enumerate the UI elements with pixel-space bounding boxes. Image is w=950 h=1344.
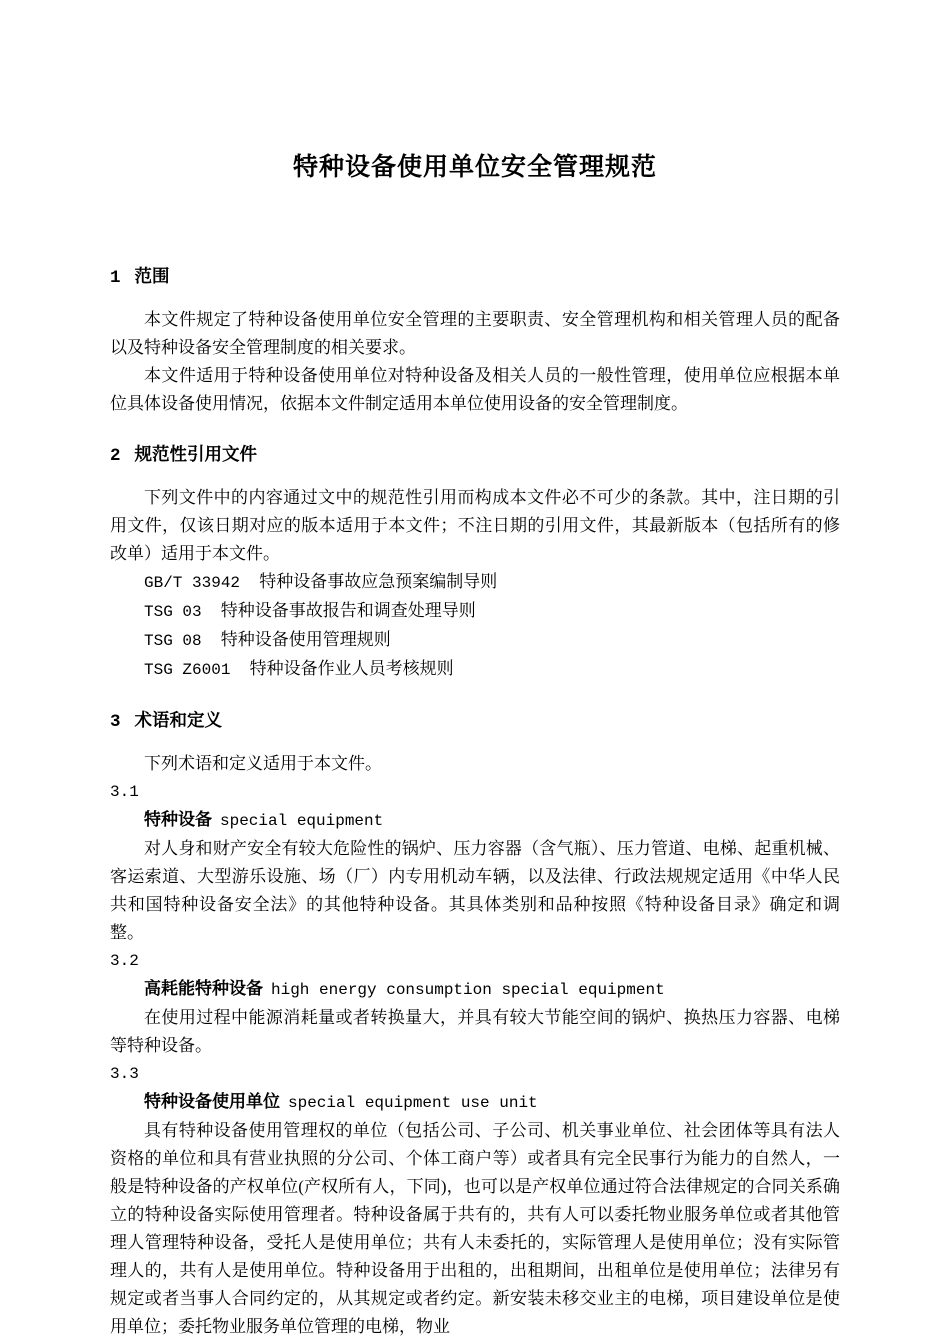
reference-code: TSG 03 bbox=[144, 603, 202, 621]
section-2-title: 规范性引用文件 bbox=[134, 444, 258, 464]
reference-code: TSG 08 bbox=[144, 632, 202, 650]
term-en: special equipment use unit bbox=[288, 1094, 538, 1112]
section-1-paragraph-2: 本文件适用于特种设备使用单位对特种设备及相关人员的一般性管理，使用单位应根据本单位具体设备使用情况，依据本文件制定适用本单位使用设备的安全管理制度。 bbox=[110, 366, 840, 413]
section-1-paragraph-1: 本文件规定了特种设备使用单位安全管理的主要职责、安全管理机构和相关管理人员的配备以及特种设备安全管理制度的相关要求。 bbox=[110, 310, 840, 357]
term-definition-3-2: 在使用过程中能源消耗量或者转换量大，并具有较大节能空间的锅炉、换热压力容器、电梯等特种设备。 bbox=[110, 1008, 840, 1055]
clause-number-3-2: 3.2 bbox=[110, 952, 139, 970]
reference-item bbox=[110, 597, 840, 626]
reference-title: 特种设备使用管理规则 bbox=[220, 630, 391, 649]
section-1-heading bbox=[110, 264, 840, 290]
term-zh: 特种设备使用单位 bbox=[144, 1092, 280, 1111]
section-3-number: 3 bbox=[110, 712, 121, 732]
term-heading-3-2 bbox=[110, 975, 840, 1004]
reference-item bbox=[110, 655, 840, 684]
section-2-number: 2 bbox=[110, 446, 121, 466]
reference-title: 特种设备事故报告和调查处理导则 bbox=[220, 601, 476, 620]
term-zh: 高耗能特种设备 bbox=[144, 979, 263, 998]
term-heading-3-1 bbox=[110, 806, 840, 835]
term-en: special equipment bbox=[220, 812, 384, 830]
term-en: high energy consumption special equipment bbox=[271, 981, 665, 999]
clause-number-3-3: 3.3 bbox=[110, 1065, 139, 1083]
reference-code: TSG Z6001 bbox=[144, 661, 231, 679]
section-3-intro-paragraph: 下列术语和定义适用于本文件。 bbox=[144, 754, 382, 773]
term-definition-3-3: 具有特种设备使用管理权的单位（包括公司、子公司、机关事业单位、社会团体等具有法人资格的单位和具有营业执照的分公司、个体工商户等）或者具有完全民事行为能力的自然人，一般是特种设备的产权单位(产权所有人，下同)，也可以是产权单位通过符合法律规定的合同关系确立的特种设备实际使用管理者。特种设备属于共有的，共有人可以委托物业服务单位或者其他管理人管理特种设备，受托人是使用单位；共有人未委托的，实际管理人是使用单位；没有实际管理人的，共有人是使用单位。特种设备用于出租的，出租期间，出租单位是使用单位；法律另有规定或者当事人合同约定的，从其规定或者约定。新安装未移交业主的电梯，项目建设单位是使用单位；委托物业服务单位管理的电梯，物业 bbox=[110, 1121, 840, 1336]
term-definition-3-1: 对人身和财产安全有较大危险性的锅炉、压力容器（含气瓶）、压力管道、电梯、起重机械、客运索道、大型游乐设施、场（厂）内专用机动车辆，以及法律、行政法规规定适用《中华人民共和国特种设备安全法》的其他特种设备。其具体类别和品种按照《特种设备目录》确定和调整。 bbox=[110, 839, 840, 942]
clause-number-3-1: 3.1 bbox=[110, 783, 139, 801]
section-1-number: 1 bbox=[110, 268, 121, 288]
term-heading-3-3 bbox=[110, 1088, 840, 1117]
term-zh: 特种设备 bbox=[144, 810, 212, 829]
reference-code: GB/T 33942 bbox=[144, 574, 241, 592]
reference-item bbox=[110, 568, 840, 597]
section-2-intro-paragraph: 下列文件中的内容通过文中的规范性引用而构成本文件必不可少的条款。其中，注日期的引用文件，仅该日期对应的版本适用于本文件；不注日期的引用文件，其最新版本（包括所有的修改单）适用于本文件。 bbox=[110, 488, 840, 563]
section-3-title: 术语和定义 bbox=[134, 710, 223, 730]
document-title: 特种设备使用单位安全管理规范 bbox=[292, 153, 657, 181]
reference-item bbox=[110, 626, 840, 655]
reference-title: 特种设备事故应急预案编制导则 bbox=[259, 572, 498, 591]
section-2-heading bbox=[110, 442, 840, 468]
section-3-heading bbox=[110, 708, 840, 734]
section-1-title: 范围 bbox=[134, 266, 170, 286]
reference-title: 特种设备作业人员考核规则 bbox=[249, 659, 454, 678]
